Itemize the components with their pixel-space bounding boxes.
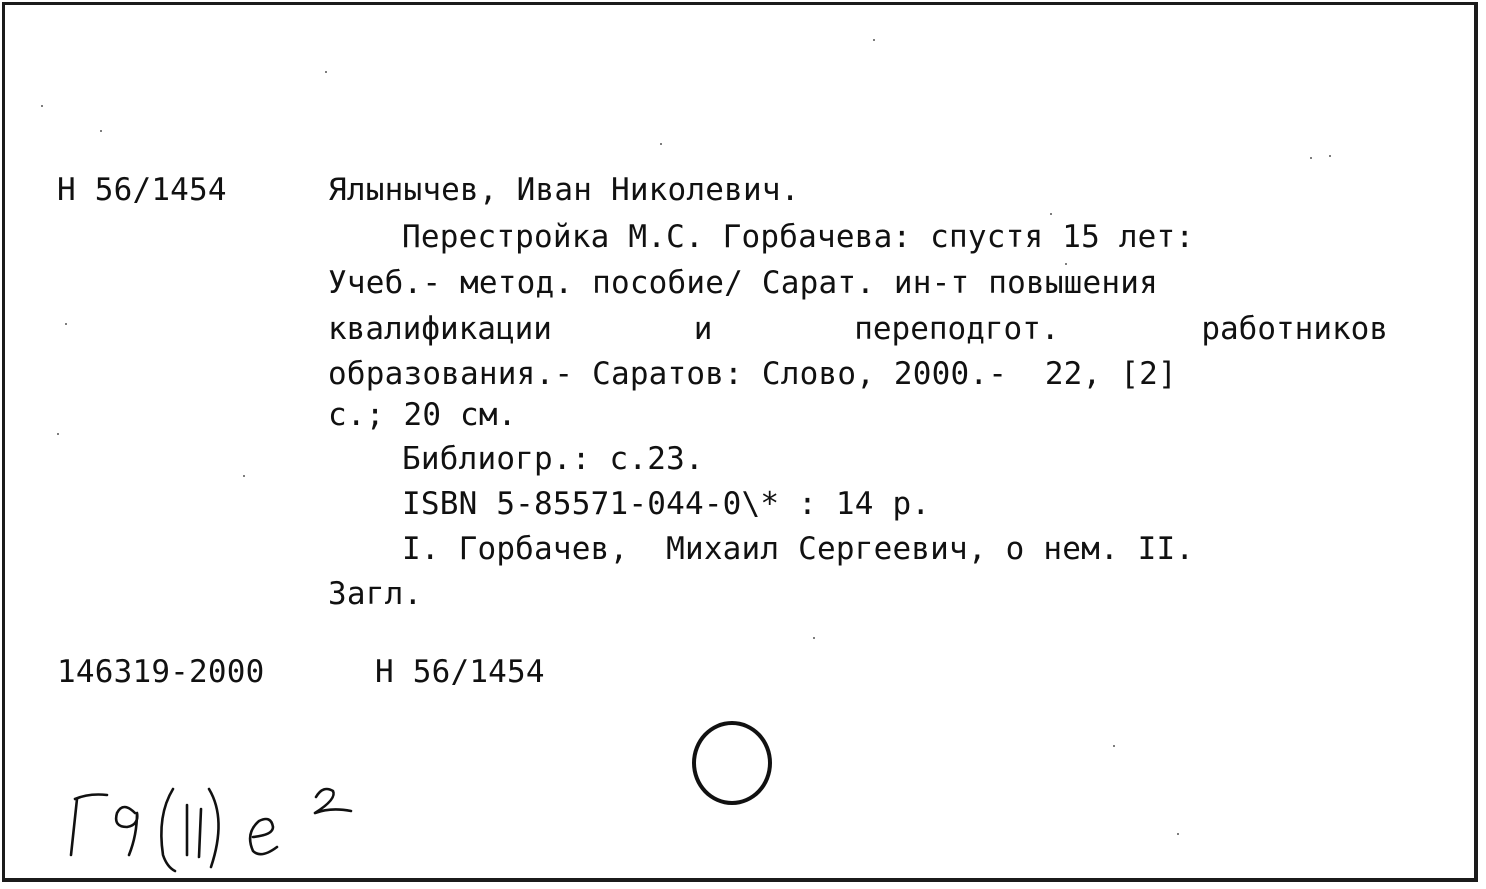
title-line-3	[328, 307, 1388, 351]
scan-speck	[813, 637, 815, 639]
isbn-line: ISBN 5-85571-044-0\* : 14 р.	[402, 486, 931, 522]
footer-accession-number: 146319-2000	[57, 654, 265, 690]
catalog-card	[2, 2, 1478, 882]
scan-speck	[1329, 155, 1331, 157]
author-heading: Ялынычев, Иван Николевич.	[328, 172, 800, 208]
tracings-line-1: I. Горбачев, Михаил Сергеевич, о нем. II.	[402, 531, 1195, 567]
scan-speck	[41, 105, 43, 107]
punch-hole-circle	[692, 721, 772, 805]
scan-speck	[1113, 745, 1115, 747]
title-line-5: с.; 20 см.	[328, 397, 517, 433]
scan-speck	[1310, 157, 1312, 159]
footer-call-number: Н 56/1454	[375, 654, 545, 690]
scan-speck	[325, 71, 327, 73]
scan-speck	[1065, 263, 1067, 265]
title-word: переподгот.	[854, 311, 1060, 347]
call-number: Н 56/1454	[57, 172, 227, 208]
scan-speck	[100, 130, 102, 132]
title-word: и	[693, 311, 713, 347]
scan-speck	[243, 475, 245, 477]
scan-speck	[1050, 213, 1052, 215]
scan-speck	[873, 39, 875, 41]
title-line-2: Учеб.- метод. пособие/ Сарат. ин-т повышения	[328, 265, 1158, 301]
bibliography-note: Библиогр.: с.23.	[402, 441, 704, 477]
title-line-1: Перестройка М.С. Горбачева: спустя 15 лет:	[402, 219, 1195, 255]
title-line-4: образования.- Саратов: Слово, 2000.- 22, [2]	[328, 356, 1177, 392]
handwritten-mark	[61, 775, 421, 889]
scan-speck	[660, 143, 662, 145]
scan-speck	[1177, 833, 1179, 835]
title-word: работников	[1201, 311, 1388, 347]
scan-speck	[65, 323, 67, 325]
handwritten-mark-drawing	[61, 775, 421, 885]
scan-speck	[57, 433, 59, 435]
title-word: квалификации	[328, 311, 552, 347]
tracings-line-2: Загл.	[328, 576, 423, 612]
